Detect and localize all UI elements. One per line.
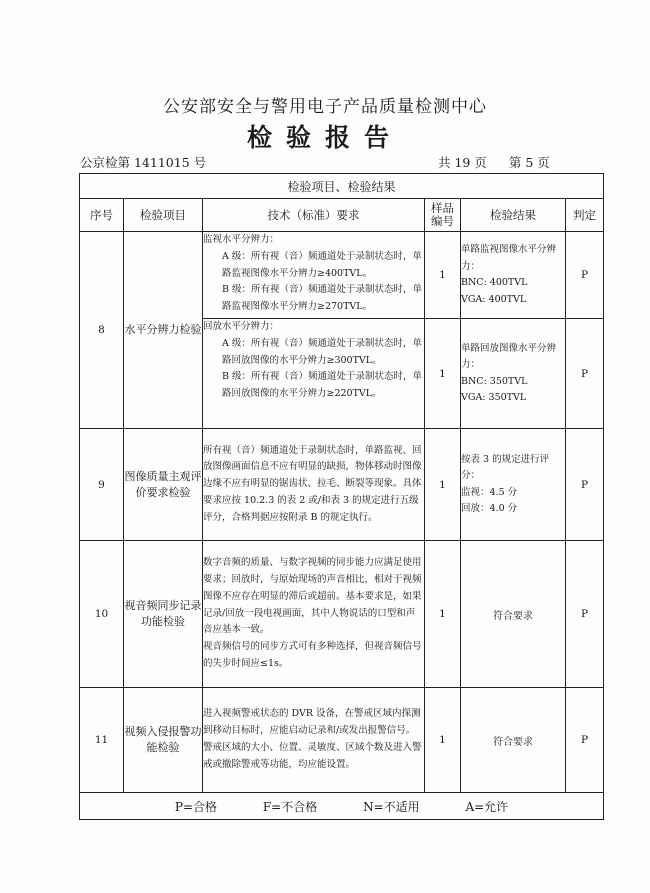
requirement-text: 进入视频警戒状态的 DVR 设备，在警戒区域内探测到移动目标时，应能启动记录和/或发出报警信号。 bbox=[203, 708, 421, 737]
result-line: BNC: 350TVL bbox=[461, 375, 528, 387]
row-number: 8 bbox=[80, 232, 124, 429]
result-line: BNC: 400TVL bbox=[461, 277, 528, 288]
requirement-line: A 级：所有视（音）频通道处于录制状态时，单路监视图像水平分辨力≥400TVL。 bbox=[222, 250, 422, 279]
row-result: 符合要求 bbox=[461, 541, 566, 688]
row-verdict: P bbox=[566, 319, 604, 429]
col-header-item: 检验项目 bbox=[124, 199, 203, 232]
table-row bbox=[80, 541, 604, 688]
row-requirement bbox=[203, 319, 425, 429]
table-header-row bbox=[80, 199, 604, 232]
row-verdict: P bbox=[566, 232, 604, 319]
row-sample: 1 bbox=[425, 541, 461, 688]
total-pages: 共 19 页 bbox=[438, 155, 487, 170]
requirement-text: 数字音频的质量、与数字视频的同步能力应满足使用要求；回放时，与原始现场的声音相比，相对于视频图像不应存在明显的滞后或超前。基本要求是，如果记录/回放一段电视画面，其中人物说话的口型和声音应基本一致。 bbox=[203, 557, 422, 636]
report-number: 公京检第 1411015 号 bbox=[80, 155, 207, 170]
org-title: 公安部安全与警用电子产品质量检测中心 bbox=[163, 97, 487, 117]
result-line: 按表 3 的规定进行评分： bbox=[461, 453, 550, 481]
table-row bbox=[80, 688, 604, 793]
legend-pass: P=合格 bbox=[174, 799, 218, 814]
row-requirement bbox=[203, 232, 425, 319]
col-header-verdict: 判定 bbox=[566, 199, 604, 232]
requirement-line: A 级：所有视（音）频通道处于录制状态时，单路回放图像的水平分辨力≥300TVL。 bbox=[222, 337, 422, 366]
table-row bbox=[80, 232, 604, 319]
table-row bbox=[80, 429, 604, 541]
row-result bbox=[461, 429, 566, 541]
legend-fail: F=不合格 bbox=[262, 799, 318, 814]
legend-allow: A=允许 bbox=[465, 799, 509, 814]
row-number: 10 bbox=[80, 541, 124, 688]
requirement-text: 视音频信号的同步方式可有多种选择，但视音频信号的失步时间应≤1s。 bbox=[203, 641, 422, 669]
row-verdict: P bbox=[566, 429, 604, 541]
row-item: 图像质量主观评价要求检验 bbox=[124, 429, 203, 541]
col-header-requirement: 技术（标准）要求 bbox=[203, 199, 425, 232]
row-requirement: 所有视（音）频通道处于录制状态时，单路监视、回放图像画面信息不应有明显的缺损，物体移动时图像边缘不应有明显的锯齿状、拉毛、断裂等现象。具体要求应按 10.2.3 的表 2 或/和表 3 的规定进行五级评分，合格判据应按附录 B 的规定执行。 bbox=[203, 429, 425, 541]
page-number: 第 5 页 bbox=[508, 155, 550, 170]
col-header-no: 序号 bbox=[80, 199, 124, 232]
row-sample: 1 bbox=[425, 319, 461, 429]
row-result bbox=[461, 319, 566, 429]
result-line: 监视：4.5 分 bbox=[461, 486, 518, 498]
requirement-line: B 级：所有视（音）频通道处于录制状态时，单路回放图像的水平分辨力≥220TVL。 bbox=[222, 371, 423, 400]
row-number: 11 bbox=[80, 688, 124, 793]
row-sample: 1 bbox=[425, 232, 461, 319]
result-line: 回放：4.0 分 bbox=[461, 503, 518, 514]
row-result bbox=[461, 232, 566, 319]
result-line: VGA: 400TVL bbox=[461, 293, 527, 305]
verdict-legend bbox=[80, 793, 604, 820]
row-requirement bbox=[203, 688, 425, 793]
row-requirement bbox=[203, 541, 425, 688]
requirement-title: 监视水平分辨力： bbox=[203, 234, 280, 245]
result-line: 单路监视图像水平分辨力： bbox=[461, 244, 557, 272]
report-title: 检验报告 bbox=[246, 123, 403, 152]
result-line: 单路回放图像水平分辨力： bbox=[461, 342, 557, 370]
requirement-text: 警戒区域的大小、位置、灵敏度、区域个数及进入警戒或撤除警戒等功能，均应能设置。 bbox=[203, 742, 422, 770]
table-banner: 检验项目、检验结果 bbox=[80, 174, 604, 199]
row-item: 视频入侵报警功能检验 bbox=[124, 688, 203, 793]
row-item: 视音频同步记录功能检验 bbox=[124, 541, 203, 688]
row-sample: 1 bbox=[425, 688, 461, 793]
row-sample: 1 bbox=[425, 429, 461, 541]
requirement-line: B 级：所有视（音）频通道处于录制状态时，单路监视图像水平分辨力≥270TVL。 bbox=[222, 284, 423, 313]
row-result: 符合要求 bbox=[461, 688, 566, 793]
row-item: 水平分辨力检验 bbox=[124, 232, 203, 429]
result-line: VGA: 350TVL bbox=[461, 392, 527, 403]
col-header-result: 检验结果 bbox=[461, 199, 566, 232]
row-verdict: P bbox=[566, 541, 604, 688]
legend-na: N=不适用 bbox=[363, 799, 420, 814]
row-verdict: P bbox=[566, 688, 604, 793]
row-number: 9 bbox=[80, 429, 124, 541]
requirement-title: 回放水平分辨力： bbox=[203, 321, 280, 332]
col-header-sample: 样品编号 bbox=[425, 199, 461, 232]
inspection-table bbox=[79, 173, 604, 820]
page-count bbox=[438, 153, 554, 171]
